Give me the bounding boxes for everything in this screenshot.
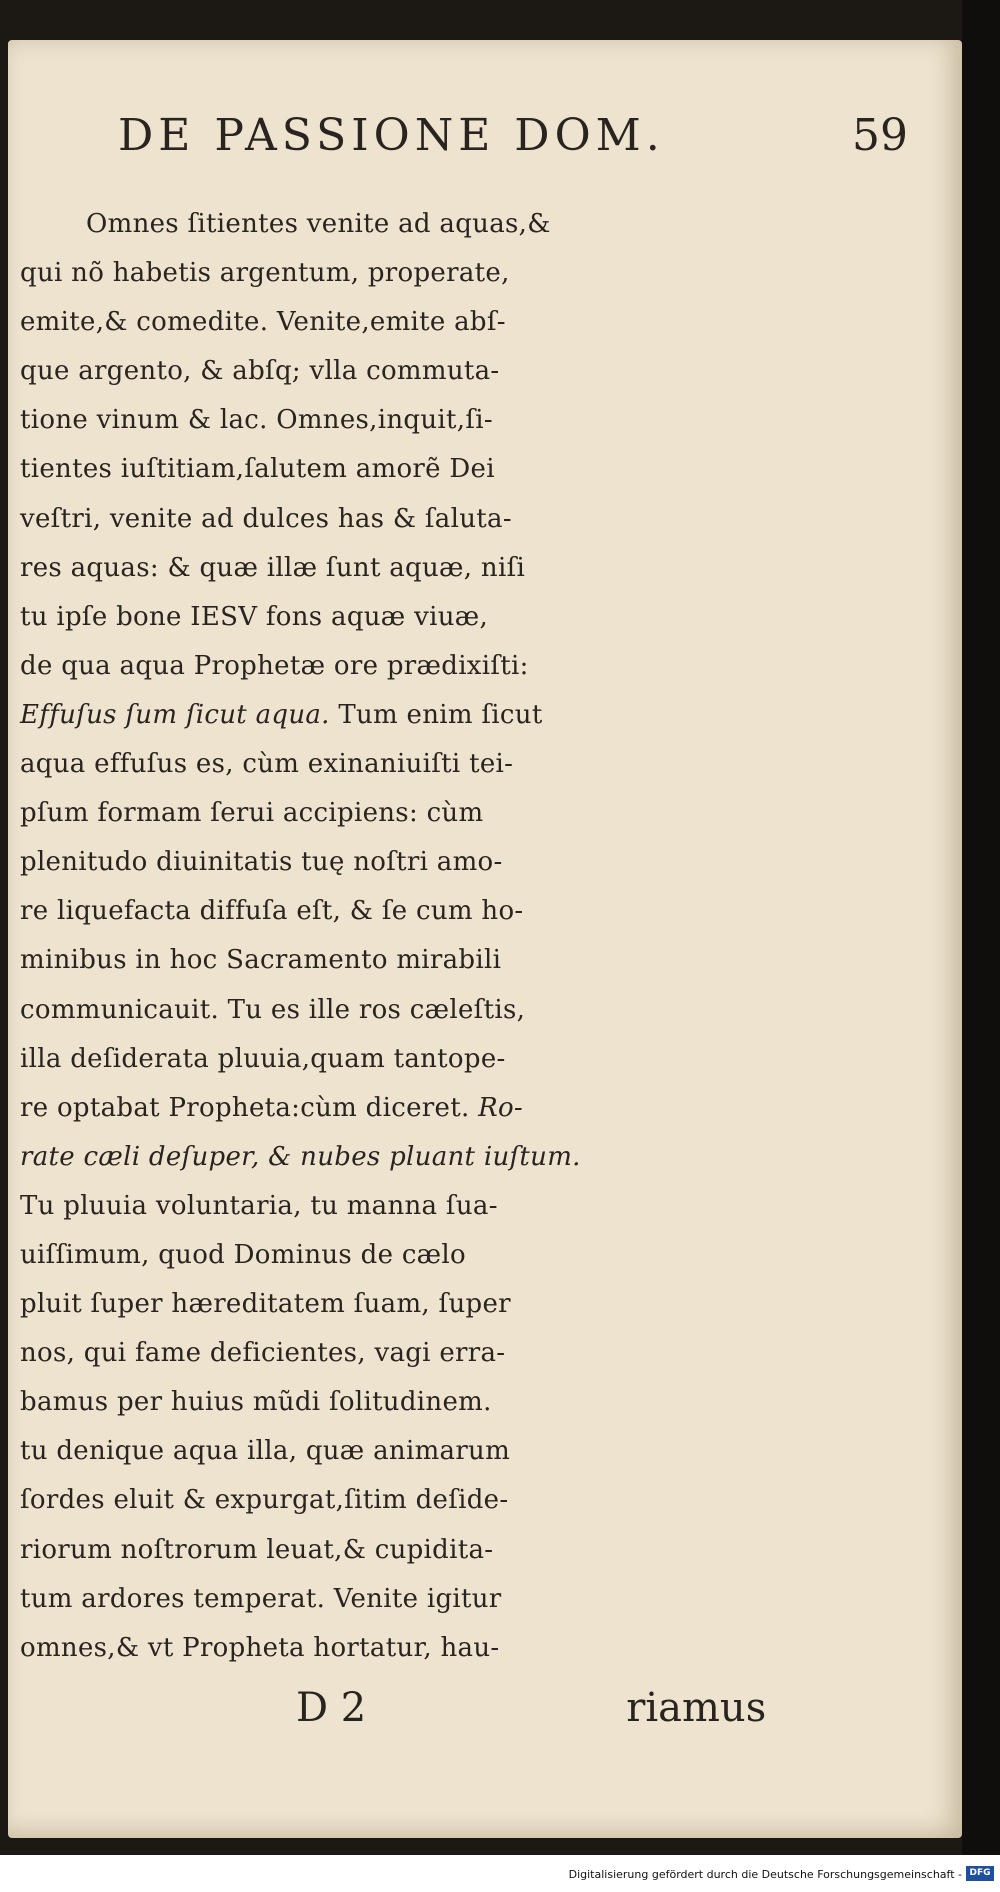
text-run: Tu pluuia voluntaria, tu manna ſua-: [20, 1190, 498, 1221]
text-run: aqua effuſus es, cùm exinaniuiſti tei-: [20, 749, 514, 780]
text-run: tu denique aqua illa, quæ animarum: [20, 1436, 511, 1467]
running-title: DE PASSIONE DOM.: [118, 110, 665, 161]
book-page: [8, 40, 962, 1838]
text-line: [20, 1231, 930, 1280]
footer-bar: [0, 1855, 1000, 1892]
text-run: tum ardores temperat. Venite igitur: [20, 1583, 502, 1614]
text-line: [20, 347, 930, 396]
text-run: Omnes ſitientes venite ad aquas,&: [86, 209, 551, 239]
text-line: [20, 445, 930, 494]
text-run: illa deſiderata pluuia,quam tantope-: [20, 1043, 506, 1074]
text-line: [20, 642, 930, 691]
text-line: [20, 593, 930, 642]
text-line: [20, 1624, 930, 1673]
text-run: nos, qui fame deficientes, vagi erra-: [20, 1338, 506, 1369]
text-run: pluit ſuper hæreditatem ſuam, ſuper: [20, 1289, 511, 1320]
text-run: tu ipſe bone IESV fons aquæ viuæ,: [20, 601, 489, 632]
text-run: bamus per huius mũdi ſolitudinem.: [20, 1387, 492, 1418]
text-run: tientes iuſtitiam,ſalutem amorẽ Dei: [20, 454, 495, 485]
text-run: uiſſimum, quod Dominus de cælo: [20, 1239, 466, 1270]
text-run: omnes,& vt Propheta hortatur, hau-: [20, 1632, 500, 1663]
page-number: 59: [852, 110, 908, 161]
text-run: communicauit. Tu es ille ros cæleſtis,: [20, 994, 526, 1025]
text-run: qui nõ habetis argentum, properate,: [20, 258, 510, 289]
text-line: [20, 691, 930, 740]
text-run: plenitudo diuinitatis tuę noſtri amo-: [20, 847, 503, 878]
text-run: emite,& comedite. Venite,emite abſ-: [20, 307, 506, 338]
text-line: [20, 1329, 930, 1378]
text-line: [20, 200, 930, 249]
italic-quotation: Ro-: [478, 1092, 523, 1123]
text-line: [20, 1476, 930, 1525]
text-run: de qua aqua Prophetæ ore prædixiſti:: [20, 650, 529, 681]
text-run: re liquefacta diffuſa eſt, & ſe cum ho-: [20, 896, 524, 927]
text-run: res aquas: & quæ illæ ſunt aquæ, niſi: [20, 552, 526, 583]
text-line: [20, 838, 930, 887]
running-head: [20, 110, 930, 200]
text-line: [20, 396, 930, 445]
text-line: [20, 1526, 930, 1575]
catch-line: [20, 1681, 930, 1736]
italic-quotation: Effuſus ſum ſicut aqua.: [20, 699, 330, 730]
text-line: [20, 249, 930, 298]
text-line: [20, 298, 930, 347]
text-run: Tum enim ſicut: [329, 699, 543, 730]
text-run: que argento, & abſq; vlla commuta-: [20, 356, 500, 387]
text-run: re optabat Propheta:cùm diceret.: [20, 1092, 479, 1123]
text-line: [20, 740, 930, 789]
text-line: [20, 1182, 930, 1231]
text-line: [20, 544, 930, 593]
text-run: riorum noſtrorum leuat,& cupidita-: [20, 1534, 494, 1565]
text-line: [20, 986, 930, 1035]
dfg-logo: DFG: [966, 1866, 994, 1881]
text-line: [20, 887, 930, 936]
text-line: [20, 495, 930, 544]
text-run: pſum formam ſerui accipiens: cùm: [20, 798, 484, 829]
text-line: [20, 1575, 930, 1624]
funding-notice: Digitalisierung gefördert durch die Deutsche Forschungsgemeinschaft -: [568, 1868, 962, 1881]
text-line: [20, 789, 930, 838]
text-line: [20, 1035, 930, 1084]
text-line: [20, 1133, 930, 1182]
catchword: riamus: [626, 1685, 767, 1732]
text-line: [20, 936, 930, 985]
text-line: [20, 1280, 930, 1329]
text-line: [20, 1427, 930, 1476]
text-line: [20, 1378, 930, 1427]
text-run: veſtri, venite ad dulces has & ſaluta-: [20, 503, 512, 534]
scan-background-edge: [962, 0, 1000, 1855]
text-line: [20, 1084, 930, 1133]
text-run: tione vinum & lac. Omnes,inquit,ſi-: [20, 405, 493, 436]
body-text: [20, 200, 930, 1673]
text-block: [20, 110, 930, 1736]
signature-mark: D 2: [296, 1685, 367, 1732]
text-run: minibus in hoc Sacramento mirabili: [20, 945, 502, 976]
italic-quotation: rate cæli deſuper, & nubes pluant iuſtum.: [20, 1141, 581, 1172]
text-run: ſordes eluit & expurgat,ſitim deſide-: [20, 1485, 509, 1516]
